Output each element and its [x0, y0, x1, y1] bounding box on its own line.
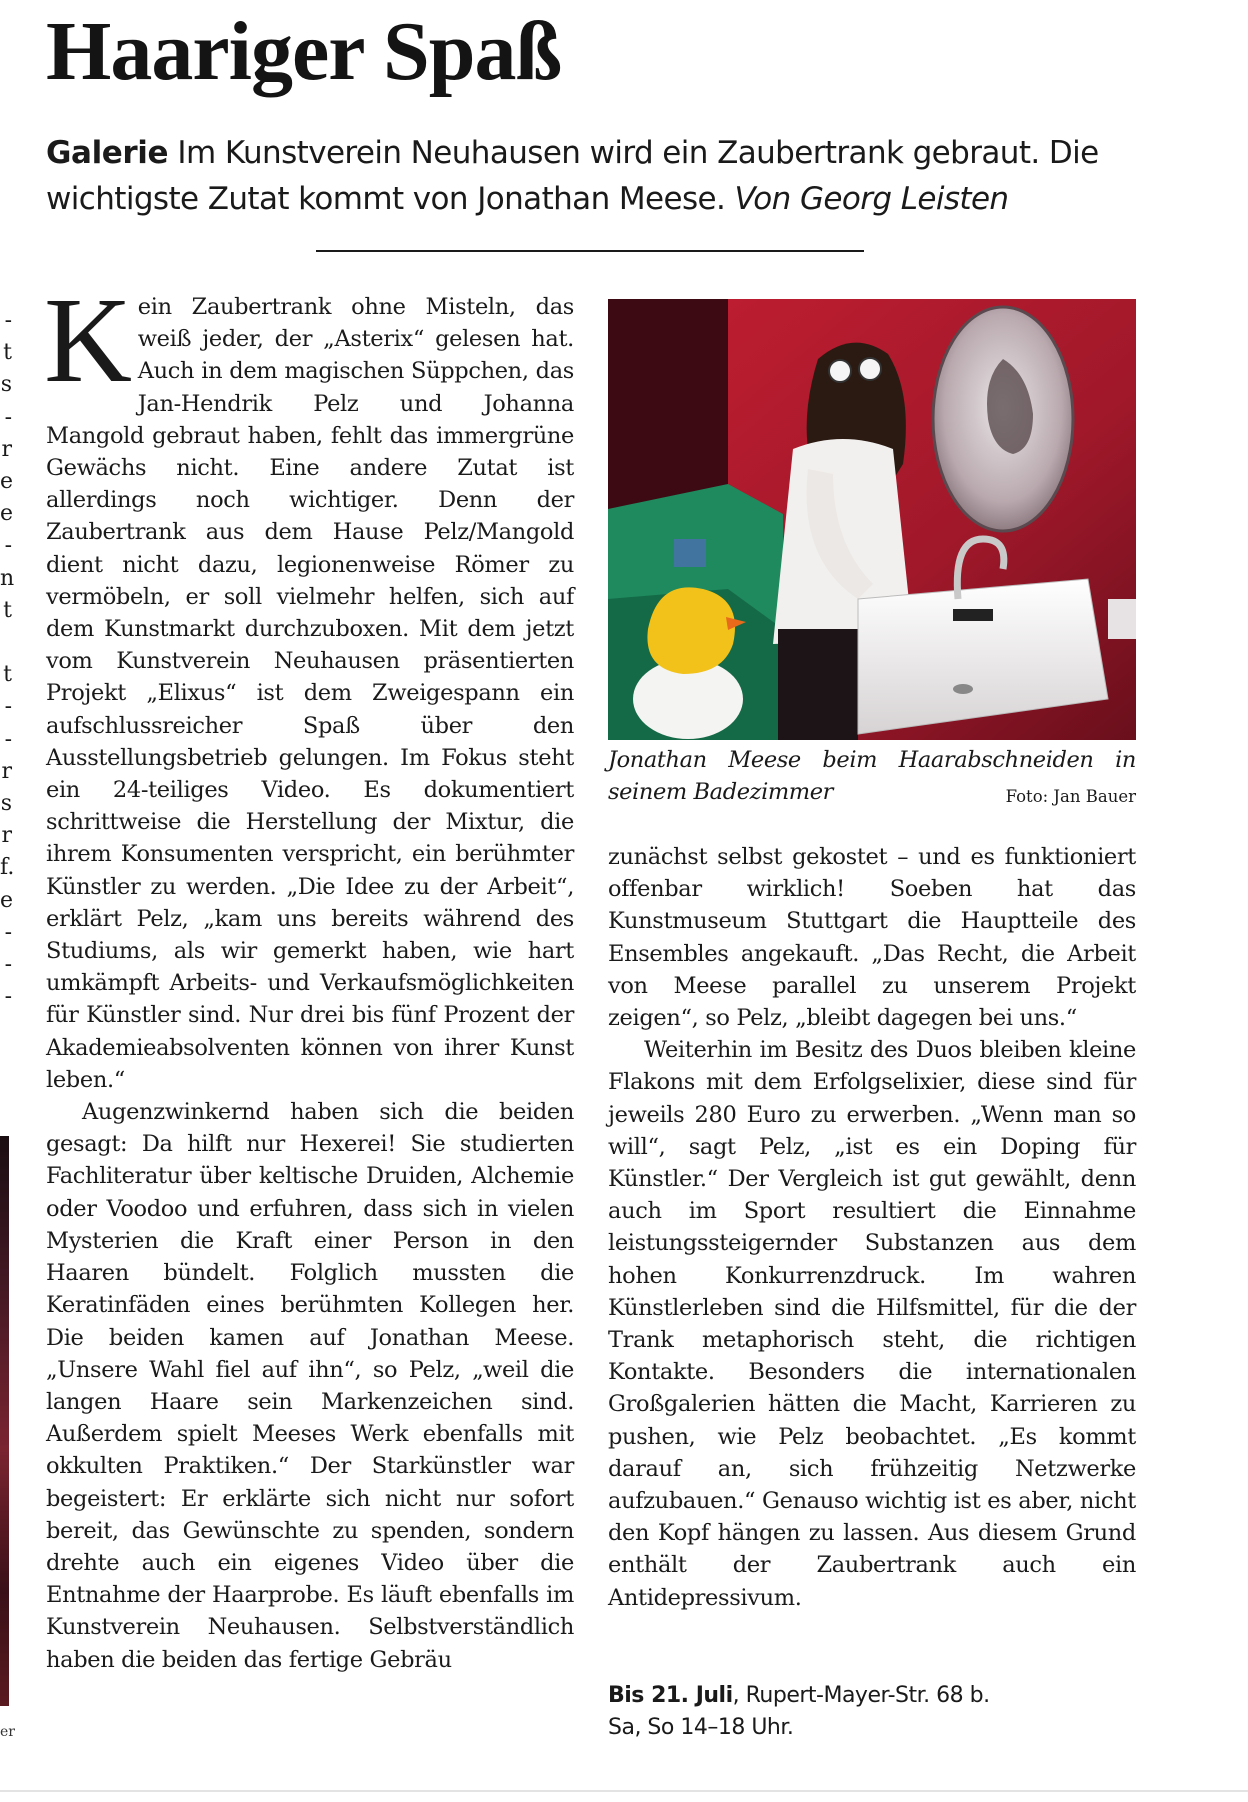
edge-fragment: f. [0, 855, 15, 881]
event-info-line-1 [608, 1680, 1148, 1712]
column-2 [608, 841, 1136, 1614]
poster [674, 539, 706, 567]
adjacent-photo-edge [0, 1136, 9, 1706]
edge-fragment: - [4, 308, 12, 333]
edge-fragment: r [1, 758, 12, 784]
drop-cap: K [44, 273, 132, 408]
edge-fragment: - [4, 952, 12, 978]
event-date: Bis 21. Juli [608, 1683, 733, 1708]
man-trousers [778, 629, 858, 740]
edge-fragment: t [3, 340, 12, 366]
headline: Haariger Spaß [46, 5, 562, 98]
page-bottom-rule [0, 1790, 1248, 1792]
event-hours: Sa, So 14–18 Uhr. [608, 1715, 794, 1740]
edge-fragment: e [0, 469, 14, 495]
soap-dish [953, 609, 993, 621]
article-photo [608, 299, 1136, 740]
dek-text: Im Kunstverein Neuhausen wird ein Zaubertrank gebraut. Die wichtigste Zutat kommt von Jonathan Meese. [46, 135, 1099, 217]
column-1 [44, 273, 574, 1676]
event-address: , Rupert-Mayer-Str. 68 b. [732, 1683, 990, 1708]
edge-fragment: - [4, 533, 12, 559]
edge-fragment: - [4, 694, 12, 720]
paragraph-2: Augenzwinkernd haben sich die beiden gesagt: Da hilft nur Hexerei! Sie studierten Fachliteratur über keltische Druiden, Alchemie oder Voodoo und erfuhren, dass sich in vielen Mysterien die Kraft einer Person in den Haaren bündelt. Folglich mussten die Keratinfäden eines berühmten Kollegen her. Die beiden kamen auf Jonathan Meese. „Unsere Wahl fiel auf ihn“, so Pelz, „weil die langen Haare sein Markenzeichen sind. Außerdem spielt Meeses Werk ebenfalls mit okkulten Praktiken.“ Der Starkünstler war begeistert: Er erklärte sich nicht nur sofort bereit, das Gewünschte zu spenden, sondern drehte auch ein eigenes Video über die Entnahme der Haarprobe. Es läuft ebenfalls im Kunstverein Neuhausen. Selbstverständlich haben die beiden das fertige Gebräu [46, 1099, 574, 1673]
edge-fragment: t [3, 662, 12, 688]
event-info [608, 1680, 1148, 1744]
edge-fragment: e [0, 887, 14, 913]
photo-caption: Jonathan Meese beim Haarabschneiden in seinem Badezimmer [608, 747, 1136, 805]
edge-fragment: - [4, 726, 12, 752]
standfirst [46, 130, 1186, 222]
edge-fragment: s [0, 791, 12, 817]
byline: Von Georg Leisten [734, 181, 1009, 217]
edge-fragment: r [1, 823, 12, 849]
paragraph-4: Weiterhin im Besitz des Duos bleiben kleine Flakons mit dem Erfolgselixier, diese sind für jeweils 280 Euro zu erwerben. „Wenn man so will“, sagt Pelz, „ist es ein Doping für Künstler.“ Der Vergleich ist gut gewählt, denn auch im Sport resultiert die Einnahme leistungssteigernder Substanzen aus dem hohen Konkurrenzdruck. Im wahren Künstlerleben sind die Hilfsmittel, für die der Trank metaphorisch steht, die richtigen Kontakte. Besonders die internationalen Großgalerien hätten die Macht, Karrieren zu pushen, wie Pelz beobachtet. „Es kommt darauf an, sich frühzeitig Netzwerke aufzubauen.“ Genauso wichtig ist es aber, nicht den Kopf hängen zu lassen. Aus diesem Grund enthält der Zaubertrank auch ein Antidepressivum. [608, 1037, 1136, 1611]
wall-socket [1108, 599, 1136, 639]
edge-fragment: - [4, 404, 12, 430]
edge-fragment: e [0, 501, 14, 527]
edge-fragment: n [0, 565, 15, 591]
edge-fragment [0, 627, 12, 659]
sunglasses-right [859, 358, 881, 380]
sink-drain [953, 684, 973, 694]
rubber-duck [647, 587, 735, 674]
kicker: Galerie [46, 135, 169, 171]
paragraph-3: zunächst selbst gekostet – und es funktioniert offenbar wirklich! Soeben hat das Kunstmuseum Stuttgart die Hauptteile des Ensembles angekauft. „Das Recht, die Arbeit von Meese parallel zu unserem Projekt zeigen“, so Pelz, „bleibt dagegen bei uns.“ [608, 844, 1136, 1032]
paragraph-1 [44, 273, 574, 1096]
edge-fragment: - [4, 919, 12, 945]
adjacent-text-fragment: er [0, 1724, 15, 1740]
divider-rule [316, 250, 864, 252]
edge-fragment: r [1, 436, 12, 462]
adjacent-column-fragments [0, 305, 15, 1013]
photo-credit: Foto: Jan Bauer [1005, 787, 1136, 806]
paragraph-1-text: ein Zaubertrank ohne Misteln, das weiß jeder, der „Asterix“ gelesen hat. Auch in dem magischen Süppchen, das Jan-Hendrik Pelz und Johanna Mangold gebraut haben, fehlt das immergrüne Gewächs nicht. Eine andere Zutat ist allerdings noch wichtiger. Denn der Zaubertrank aus dem Hause Pelz/Mangold dient nicht dazu, legionenweise Römer zu vermöbeln, er soll vielmehr helfen, sich auf dem Kunstmarkt durchzuboxen. Mit dem jetzt vom Kunstverein Neuhausen präsentierten Projekt „Elixus“ ist dem Zweigespann ein aufschlussreicher Spaß über den Ausstellungsbetrieb gelungen. Im Fokus steht ein 24-teiliges Video. Es dokumentiert schrittweise die Herstellung der Mixtur, die ihrem Konsumenten verspricht, ein berühmter Künstler zu werden. „Die Idee zu der Arbeit“, erklärt Pelz, „kam uns bereits während des Studiums, als wir gemerkt haben, wie hart umkämpft Arbeits- und Verkaufsmöglichkeiten für Künstler sind. Nur drei bis fünf Prozent der Akademieabsolventen können von ihrer Kunst leben.“ [46, 294, 574, 1093]
sunglasses-left [829, 360, 851, 382]
edge-fragment: - [4, 984, 12, 1010]
edge-fragment: t [3, 597, 12, 623]
edge-fragment: s [0, 372, 12, 398]
